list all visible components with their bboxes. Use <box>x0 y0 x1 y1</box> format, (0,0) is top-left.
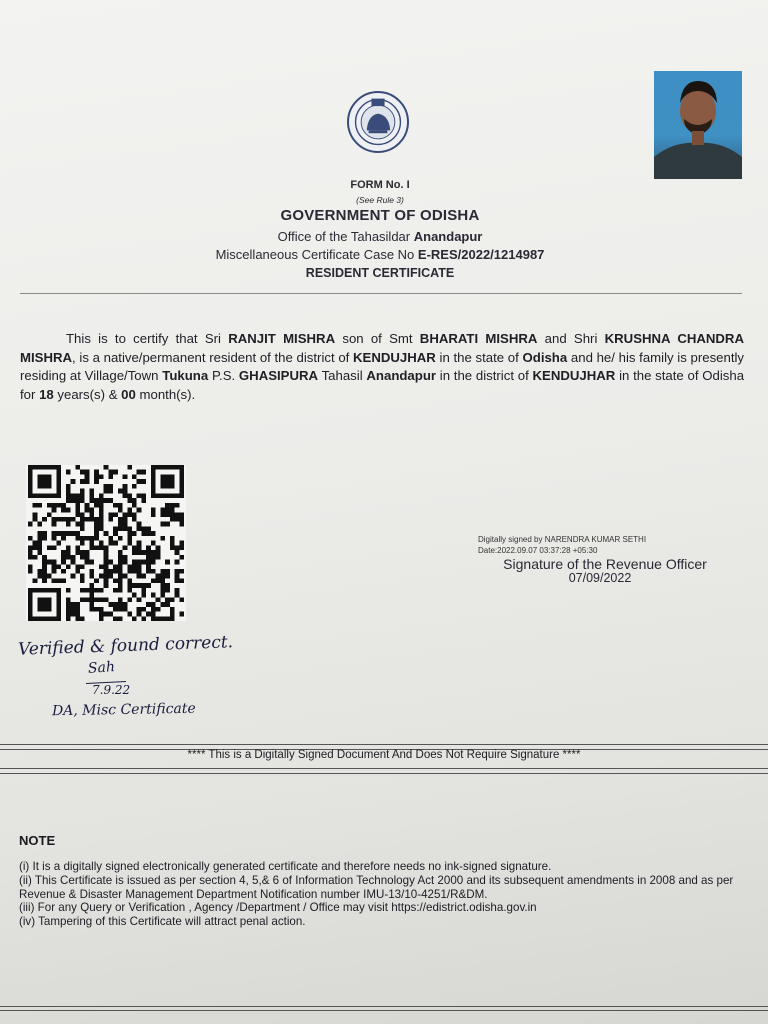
handwritten-designation: DA, Misc Certificate <box>51 700 196 720</box>
body-text-8: Tahasil <box>321 368 363 383</box>
header-divider <box>20 293 742 294</box>
note-list <box>19 860 747 929</box>
qr-code[interactable] <box>26 465 186 621</box>
applicant-photo <box>654 71 742 179</box>
note-title: NOTE <box>19 833 56 848</box>
body-text-7: P.S. <box>211 368 236 383</box>
body-text-11: years(s) & <box>57 386 118 402</box>
mother-name: BHARATI MISHRA <box>419 331 538 346</box>
see-rule: (See Rule 3) <box>356 195 404 205</box>
district-name-2: KENDUJHAR <box>532 368 616 383</box>
months-value: 00 <box>121 386 136 402</box>
page-bottom-rule <box>0 1006 768 1011</box>
body-text-4: , is a native/permanent resident of the district of <box>72 349 350 365</box>
form-number: FORM No. I <box>350 179 410 191</box>
resident-name: RANJIT MISHRA <box>228 331 336 346</box>
signature-label: Signature of the Revenue Officer <box>503 556 707 572</box>
banner-rule-bottom <box>0 768 768 774</box>
village-name: Tukuna <box>162 368 209 383</box>
office-prefix: Office of the Tahasildar <box>277 229 411 244</box>
case-prefix: Miscellaneous Certificate Case No <box>215 247 415 262</box>
district-name: KENDUJHAR <box>353 349 436 365</box>
case-line <box>150 247 610 262</box>
digital-signature-date: Date:2022.09.07 03:37:28 +05:30 <box>478 546 598 555</box>
father-name: KRUSHNA CHANDRA MISHRA <box>20 331 744 365</box>
handwritten-initials: Sah <box>87 659 116 677</box>
certificate-title: RESIDENT CERTIFICATE <box>305 266 455 280</box>
note-item: (ii) This Certificate is issued as per section 4, 5,& 6 of Information Technology Act 2000 and its subsequent amendments in 2008 and as per Revenue & Disaster Management Department Notification number IMU-13/10-4251/R&DM. <box>19 873 734 901</box>
ghost-impression <box>349 292 355 308</box>
body-text-9: in the district of <box>439 368 529 383</box>
handwritten-verification: Verified & found correct. <box>17 632 234 660</box>
certificate-body <box>20 330 744 404</box>
body-text-1: This is to certify that Sri <box>66 331 221 346</box>
handwritten-date: 7.9.22 <box>92 683 131 697</box>
government-title: GOVERNMENT OF ODISHA <box>280 207 480 224</box>
body-text-5: in the state of <box>439 349 519 365</box>
body-text-2: son of Smt <box>342 331 413 346</box>
digital-signature-banner: **** This is a Digitally Signed Document And Does Not Require Signature **** <box>187 749 581 761</box>
body-text-10: in the state of Odisha for <box>20 368 745 402</box>
case-number: E-RES/2022/1214987 <box>417 247 545 262</box>
note-item: (iv) Tampering of this Certificate will attract penal action. <box>19 915 306 929</box>
tahasil-name: Anandapur <box>366 368 437 383</box>
office-name: Anandapur <box>413 229 483 244</box>
note-item: (i) It is a digitally signed electronically generated certificate and therefore needs no ink-signed signature. <box>19 860 552 873</box>
police-station: GHASIPURA <box>238 368 319 383</box>
signature-date: 07/09/2022 <box>568 571 632 585</box>
state-name: Odisha <box>522 349 568 365</box>
years-value: 18 <box>39 386 54 402</box>
note-item: (iii) For any Query or Verification , Agency /Department / Office may visit https://edistrict.odisha.gov.in <box>19 901 537 915</box>
digitally-signed-by: Digitally signed by NARENDRA KUMAR SETHI <box>478 535 647 544</box>
body-text-3: and Shri <box>544 331 598 346</box>
body-text-6: and he/ his family is presently residing at Village/Town <box>20 349 745 383</box>
body-text-12: month(s). <box>139 386 196 402</box>
odisha-emblem-icon <box>347 91 409 153</box>
office-line <box>180 229 580 244</box>
